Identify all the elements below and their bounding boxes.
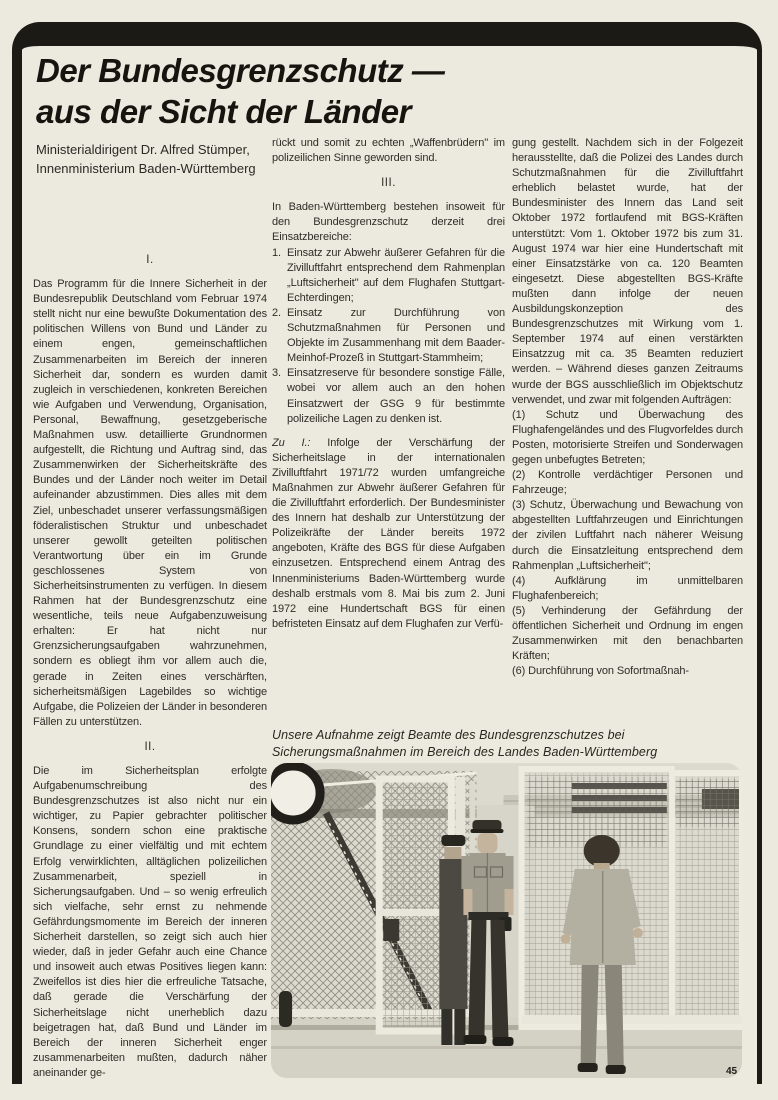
guard-sleeve xyxy=(461,856,472,889)
officer2-face xyxy=(444,847,461,859)
section-heading-i: I. xyxy=(146,254,154,266)
enumerated-point: (6) Durchführung von Sofortmaßnah- xyxy=(512,665,689,678)
guard-shoe xyxy=(492,1037,513,1046)
civilian-trouser-leg xyxy=(581,965,599,1065)
enumerated-point: (4) Aufklärung im unmittelbaren Flughafenbereich; xyxy=(512,574,743,602)
list-item-number: 2. xyxy=(272,306,281,319)
guard-arm xyxy=(463,889,472,915)
article-photo xyxy=(271,763,742,1078)
paragraph: In Baden-Württemberg bestehen insoweit für den Bundesgrenzschutz derzeit drei Einsatzbereiche: xyxy=(272,201,505,244)
author-name: Ministerialdirigent Dr. Alfred Stümper, xyxy=(36,142,250,157)
guard-sleeve xyxy=(502,856,513,889)
enumerated-point: (3) Schutz, Überwachung und Bewachung von abgestellten Luftfahrzeugen und Einrichtungen der zivilen Luftfahrt nach näherer Weisung durch die Einsatzleitung entsprechend dem Rahmenplan „Luftsicherheit''; xyxy=(512,499,743,572)
section-heading-ii: II. xyxy=(144,740,156,753)
enumerated-point: (1) Schutz und Überwachung des Flughafengeländes und des Flugvorfeldes durch Posten, motorisierte Streifen und Sonderwagen gegen unbefugtes Betreten; xyxy=(512,408,743,466)
civilian-hand xyxy=(633,928,643,938)
text-column-2 xyxy=(272,136,505,728)
curb-line xyxy=(271,1046,742,1049)
article-title xyxy=(36,50,676,132)
paragraph: rückt und somit zu echten „Waffenbrüdern'' im polizeilichen Sinne geworden sind. xyxy=(272,137,505,165)
civilian-neck xyxy=(594,863,610,870)
text-column-3 xyxy=(512,136,743,728)
civilian-shoe xyxy=(578,1063,598,1072)
civilian-hand xyxy=(561,934,571,944)
gate-lock xyxy=(383,919,399,941)
paragraph: Die im Sicherheitsplan erfolgte Aufgabenumschreibung des Bundesgrenzschutzes ist also nicht nur ein wichtiger, zu Papier gebrachter politischer Konsens, sondern schon eine praktische Grundlage zu einer vielfältig und mit echtem Erfolg verwirklichten, alltäglichen polizeilichen Zusammenarbeit, speziell in Sicherungsaufgaben. Und – so wenig erfreulich sich vielfache, sehr ernst zu nehmende Gefährdungsmomente im Bereich der inneren Sicherheit darstellen, so zeigt sich auch hier wieder, daß in jeder Gefahr auch eine Chance und insoweit auch etwas Positives liegen kann: Zweifellos ist dies hier die erfreuliche Tatsache, daß gerade die Verschärfung der Sicherheitslage nicht unerheblich dazu beigetragen hat, daß Bund und Länder im Bereich der inneren Sicherheit enger zusammenarbeiten mußten, dadurch näher aneinander ge- xyxy=(33,765,267,1079)
gate-mesh xyxy=(383,783,447,1027)
list-item xyxy=(272,306,505,366)
guard-cap-visor xyxy=(470,829,503,833)
circular-sign xyxy=(271,766,320,820)
gate-b-shadow-mesh xyxy=(676,779,742,827)
list-item-text: Einsatzreserve für besondere sonstige Fälle, wobei vor allem auch an den hohen Einsatzwert der GSG 9 für bestimmte polizeiliche Lagen zu denken ist. xyxy=(287,367,505,425)
zu-label: Zu I.: xyxy=(272,436,311,449)
text-column-1 xyxy=(33,253,267,1095)
list-item-text: Einsatz zur Abwehr äußerer Gefahren für die Zivilluftfahrt entsprechend dem Rahmenplan „Luftsicherheit'' auf dem Flughafen Stuttgart-Echterdingen; xyxy=(287,246,505,304)
photo-caption: Unsere Aufnahme zeigt Beamte des Bundesgrenzschutzes bei Sicherungsmaßnahmen im Bereich des Landes Baden-Württemberg xyxy=(272,728,658,759)
list-item-number: 3. xyxy=(272,367,281,380)
list-item xyxy=(272,246,505,306)
bollard xyxy=(279,991,292,1027)
civilian-shoe xyxy=(606,1065,626,1074)
list-item-number: 1. xyxy=(272,246,281,259)
guard-shoe xyxy=(463,1035,486,1044)
guard-face xyxy=(477,833,497,853)
guard-arm xyxy=(504,889,513,915)
guard-trouser-leg xyxy=(468,920,486,1036)
page-number: 45 xyxy=(726,1066,738,1077)
enumerated-point: (2) Kontrolle verdächtiger Personen und Fahrzeuge; xyxy=(512,469,743,497)
paragraph: gung gestellt. Nachdem sich in der Folgezeit herausstellte, daß die Polizei des Landes durch Schutzmaßnahmen für die Zivilluftfahrt erheblich belastet wurde, hat der Bundesminister des Innern das Land seit Oktober 1972 fortlaufend mit BGS-Kräften unterstützt: Vom 1. Oktober 1972 bis zum 31. August 1974 war hier eine Hundertschaft mit einer Einsatzstärke von ca. 120 Beamten eingesetzt. Diese abgestellten BGS-Kräfte mußten dann infolge der neuen Ausbildungskonzeption des Bundesgrenzschutzes mit Wirkung vom 1. September 1974 auf einen verstärkten Einsatzzug mit ca. 35 Beamten reduziert werden. – Während dieses ganzen Zeitraums wurde der BGS ausschließlich im Objektschutz verwendet, und zwar mit folgenden Aufträgen: xyxy=(512,137,743,406)
author-affiliation: Innenministerium Baden-Württemberg xyxy=(36,161,256,176)
civilian-hair xyxy=(584,835,620,867)
zu-text: Infolge der Verschärfung der Sicherheitslage in der internationalen Zivilluftfahrt 1971/72 wurden umfangreiche Maßnahmen zur Abwehr äußerer Gefahren für die Zivilluftfahrt erforderlich. Der Bundesminister des Innern hat deshalb zur Unterstützung der Polizeikräfte der Länder bereits 1972 angeboten, Kräfte des BGS für diese Aufgaben einzusetzen. Entsprechend einem Antrag des Innenministeriums Baden-Württemberg wurde deshalb erstmals vom 8. Mai bis zum 2. Juni 1972 eine Hundertschaft BGS für einen befristeten Einsatz auf dem Flughafen zur Verfü- xyxy=(272,436,505,630)
officer2-cap xyxy=(441,835,465,846)
article-title-line2: aus der Sicht der Länder xyxy=(36,93,411,130)
author-block xyxy=(36,140,266,178)
enumerated-point: (5) Verhinderung der Gefährdung der öffentlichen Sicherheit und Ordnung im engen Zusammenwirken mit den benachbarten Kräften; xyxy=(512,604,743,663)
civilian-trouser-leg xyxy=(605,965,624,1067)
list-item-text: Einsatz zur Durchführung von Schutzmaßnahmen für Personen und Objekte im Zusammenhang mit dem Baader-Meinhof-Prozeß in Stuttgart-Stammheim; xyxy=(287,306,505,365)
article-title-line1: Der Bundesgrenzschutz — xyxy=(36,52,445,89)
list-item xyxy=(272,366,505,426)
gate-bottom-rail xyxy=(522,1015,742,1024)
section-heading-iii: III. xyxy=(381,177,396,190)
paragraph xyxy=(272,436,505,632)
photo-illustration xyxy=(271,763,742,1078)
paragraph: Das Programm für die Innere Sicherheit in der Bundesrepublik Deutschland vom Februar 1974 stellt nicht nur eine bewußte Dokumentation des politischen Willens von Bund und Länder zu einem engen, gemeinschaftlichen Zusammenarbeiten im Bereich der inneren Sicherheit dar, sondern es wurden damit zugleich in verschiedenen, konkreten Bereichen wie Aufgaben und Verwendung, Organisation, Personal, Bewaffnung, gesetzgeberische Maßnahmen usw. detaillierte Grundnormen aufgestellt, die Richtung und Auftrag sind, das Zusammenwirken der Sicherheitskräfte des Bundes und der Länder noch weiter im Detail aufeinander abzustimmen. Dies alles mit dem Ziel, unbeschadet unserer verfassungsmäßigen föderalistischen Struktur und unbeschadet unserer gewollt geteilten politischen Verantwortung über ein im Grunde geschlossenes System von Sicherheitsinstrumenten zu verfügen. In diesem Rahmen hat der Bundesgrenzschutz eine wesentliche, teils neue Aufgabenzuweisung erhalten: Er hat nicht nur Grenzsicherungsaufgaben wahrzunehmen, sondern es obliegt ihm vor allem auch die, gerade in Zeiten eines verschärften, sicherheitsmäßigen Lagebildes so wichtige Aufgabe, die Polizeien der Länder in besonderen Fällen zu unterstützen. xyxy=(33,278,267,728)
officer2-leg xyxy=(441,1009,452,1045)
